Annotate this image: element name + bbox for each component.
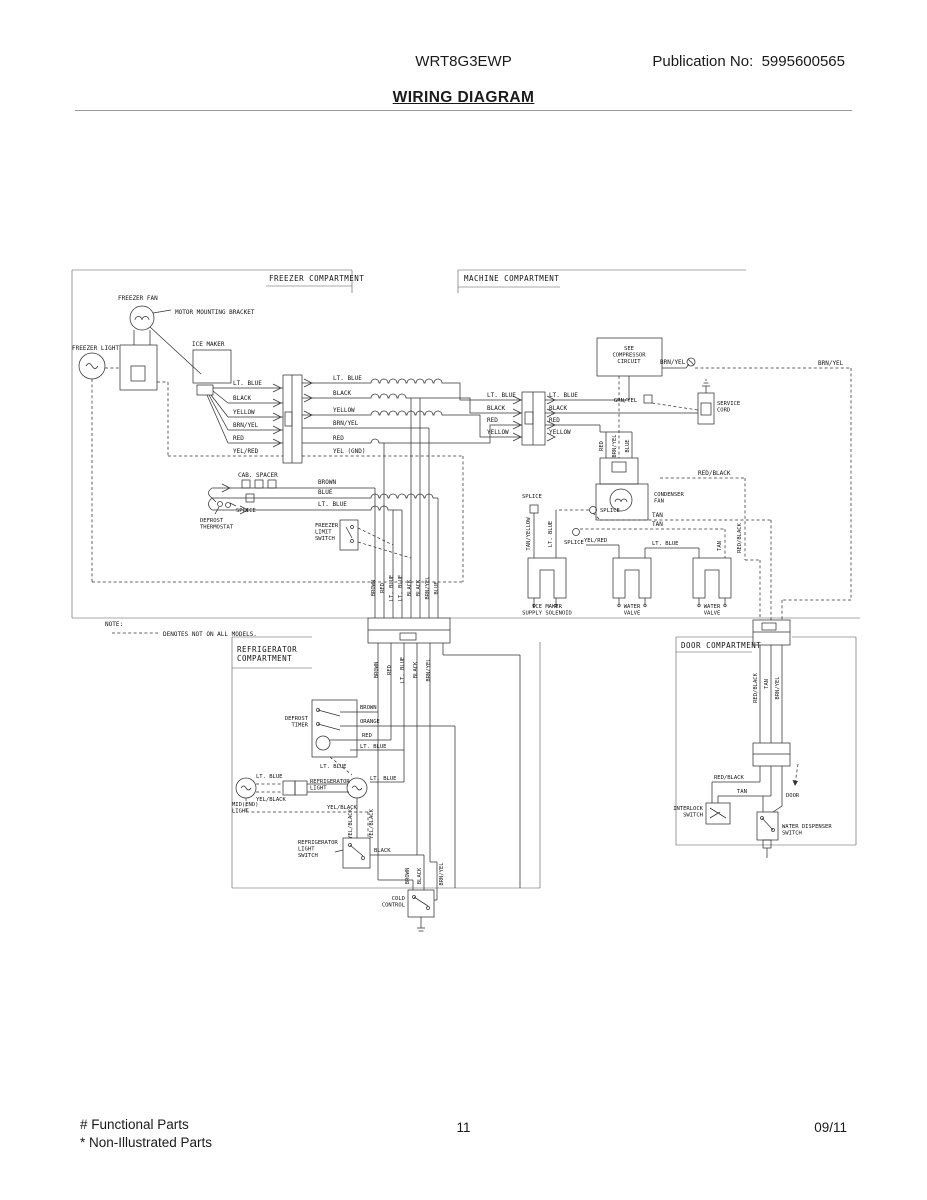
wire-label: ORANGE	[360, 719, 380, 725]
wire-label: BLACK	[333, 390, 352, 397]
footer-functional-parts: # Functional Parts	[80, 1117, 189, 1132]
wire-label: RED	[387, 665, 393, 675]
wire-label: BROWN	[318, 479, 337, 486]
label-splice: SPLICE	[600, 508, 620, 514]
water-valve-2	[693, 558, 731, 617]
ice-maker	[192, 341, 231, 443]
label-water-valve: WATER VALVE	[623, 604, 641, 617]
wire-label: LT. BLUE	[398, 574, 404, 602]
label-freezer-fan: FREEZER FAN	[118, 295, 158, 302]
wire-label: YEL/BLACK	[348, 809, 354, 839]
wire-label: RED	[233, 435, 244, 442]
wire-label: YELLOW	[549, 429, 571, 436]
wire-label: YELLOW	[487, 429, 509, 436]
water-dispenser-switch	[757, 766, 832, 858]
wire-label: YEL (GND)	[333, 448, 366, 455]
compartment-borders	[72, 270, 860, 888]
wire-label: BLACK	[233, 395, 252, 402]
label-door: DOOR	[786, 793, 800, 799]
wire-label: YEL/RED	[233, 448, 259, 455]
freezer-fan	[118, 295, 255, 390]
freezer-limit-switch	[315, 520, 411, 558]
wire-label: TAN	[717, 541, 723, 551]
label-splice: SPLICE	[522, 494, 542, 500]
wire-label: TAN	[737, 789, 747, 795]
label-machine-compartment: MACHINE COMPARTMENT	[464, 274, 560, 283]
cold-control	[382, 890, 434, 931]
wire-label: LT. BLUE	[548, 520, 554, 548]
service-cord	[545, 380, 740, 424]
wire-label: YEL/BLACK	[256, 797, 286, 803]
wire-label: RED	[333, 435, 344, 442]
wire-label: BRN/YEL	[333, 420, 359, 427]
label-freezer-compartment: FREEZER COMPARTMENT	[269, 274, 365, 283]
wire-label: YEL/RED	[584, 538, 608, 544]
door-bottom-connector	[753, 743, 790, 766]
label-mid-end-light: MID(END) LIGHT	[232, 802, 259, 815]
label-cold-control: COLD CONTROL	[381, 896, 405, 909]
label-door-compartment: DOOR COMPARTMENT	[681, 641, 762, 650]
compressor-circuit	[545, 338, 662, 400]
water-valve-1	[586, 545, 699, 617]
wire-label: BLACK	[487, 405, 506, 412]
label-motor-mounting-bracket: MOTOR MOUNTING BRACKET	[175, 309, 255, 316]
wire-label: BROWN	[360, 705, 377, 711]
refrigerator-light	[310, 778, 367, 798]
wire-label: BLACK	[407, 579, 413, 597]
page-number: 11	[456, 1120, 471, 1135]
wire-label: BROWN	[371, 579, 377, 597]
wire-label: RED/BLACK	[698, 470, 731, 477]
refrigerator-light-switch	[298, 838, 417, 868]
label-condenser-fan: CONDENSER FAN	[654, 492, 684, 505]
wire-label: BRN/YEL	[612, 434, 618, 458]
label-splice: SPLICE	[564, 540, 584, 546]
wire-label: BLUE	[434, 581, 440, 595]
freezer-harness-connector	[283, 375, 302, 463]
wire-label: RED	[380, 583, 386, 593]
wire-label: BRN/YEL	[660, 359, 686, 366]
wire-label: BRN/YEL	[425, 576, 431, 600]
page-title: WIRING DIAGRAM	[392, 89, 535, 106]
note-text: DENOTES NOT ON ALL MODELS.	[163, 631, 257, 638]
model-number: WRT8G3EWP	[415, 53, 512, 70]
wire-label: RED	[487, 417, 498, 424]
wire-label: BLUE	[318, 489, 333, 496]
wire-label: LT. BLUE	[652, 541, 679, 547]
wire-label: LT. BLUE	[320, 764, 347, 770]
label-water-valve: WATER VALVE	[703, 604, 721, 617]
label-defrost-thermostat: DEFROST THERMOSTAT	[200, 518, 234, 531]
wire-label: LT. BLUE	[400, 656, 406, 684]
label-splice: SPLICE	[236, 508, 256, 514]
wire-label: YELLOW	[333, 407, 355, 414]
wire-label: BLACK	[417, 867, 423, 885]
note	[105, 621, 257, 638]
wire-label: BLUE	[625, 439, 631, 453]
defrost-thermostat	[200, 498, 236, 531]
wire-label: LT. BLUE	[370, 776, 397, 782]
wire-label: LT. BLUE	[318, 501, 347, 508]
label-compressor: SEE COMPRESSOR CIRCUIT	[612, 346, 646, 366]
wire-label: LT. BLUE	[233, 380, 262, 387]
wire-label: BRN/YEL	[439, 862, 445, 886]
label-interlock-switch: INTERLOCK SWITCH	[673, 806, 703, 819]
wire-label: RED/BLACK	[737, 523, 743, 553]
ice-maker-supply-solenoid	[522, 494, 572, 617]
wire-label: LT. BLUE	[487, 392, 516, 399]
wire-label: BRN/YEL	[426, 658, 432, 682]
footer-date: 09/11	[814, 1120, 847, 1135]
label-ice-maker: ICE MAKER	[192, 341, 225, 348]
wire-label: BROWN	[374, 661, 380, 679]
wire-label: BLACK	[416, 579, 422, 597]
wire-label: BLACK	[413, 661, 419, 679]
label-water-dispenser-switch: WATER DISPENSER SWITCH	[782, 824, 832, 837]
wire-label: TAN	[652, 521, 663, 528]
wire-label: TAN	[764, 679, 770, 689]
wire-label: RED/BLACK	[753, 673, 759, 703]
publication-number: Publication No: 5995600565	[652, 53, 845, 70]
label-cab-spacer: CAB. SPACER	[238, 472, 278, 479]
wire-label: BRN/YEL	[233, 422, 259, 429]
ground-run	[662, 358, 851, 620]
wire-label: YELLOW	[233, 409, 255, 416]
label-refrigerator-light: REFRIGERATOR LIGHT	[310, 779, 350, 792]
wire-label: BLACK	[549, 405, 568, 412]
wire-label: LT. BLUE	[256, 774, 283, 780]
cabinet-connector	[368, 618, 450, 643]
wire-label: RED	[362, 733, 372, 739]
label-supply-solenoid: ICE MAKER SUPPLY SOLENOID	[522, 604, 572, 617]
wire-label: LT. BLUE	[389, 574, 395, 602]
wire-label: LT. BLUE	[360, 744, 387, 750]
wire-label: LT. BLUE	[333, 375, 362, 382]
note-label: NOTE:	[105, 621, 124, 628]
footer-non-illustrated-parts: * Non-Illustrated Parts	[80, 1135, 213, 1150]
wire-label: RED/BLACK	[714, 775, 744, 781]
wire-label: RED	[549, 417, 560, 424]
wire-label: BROWN	[405, 867, 411, 885]
wire-label: TAN/YELLOW	[526, 517, 532, 551]
label-freezer-light: FREEZER LIGHT	[72, 345, 119, 352]
wire-label: YEL/BLACK	[369, 809, 375, 839]
wire-label: BLACK	[374, 848, 391, 854]
wire-label: TAN	[652, 512, 663, 519]
wire-label: RED	[599, 441, 605, 451]
wire-label: BRN/YEL	[818, 360, 844, 367]
label-service-cord: SERVICE CORD	[717, 401, 741, 414]
label-defrost-timer: DEFROST TIMER	[284, 716, 308, 729]
label-refrigerator-compartment: REFRIGERATOR COMPARTMENT	[237, 645, 298, 663]
door-ground	[786, 764, 800, 799]
wire-label: BRN/YEL	[775, 676, 781, 700]
label-freezer-limit-switch: FREEZER LIMIT SWITCH	[315, 523, 339, 543]
wire-label: GRN/YEL	[614, 398, 638, 404]
wire-label: YEL/BLACK	[327, 805, 357, 811]
label-light-switch: REFRIGERATOR LIGHT SWITCH	[298, 840, 338, 860]
refrigerator-wiring	[357, 643, 520, 900]
wire-label: LT. BLUE	[549, 392, 578, 399]
